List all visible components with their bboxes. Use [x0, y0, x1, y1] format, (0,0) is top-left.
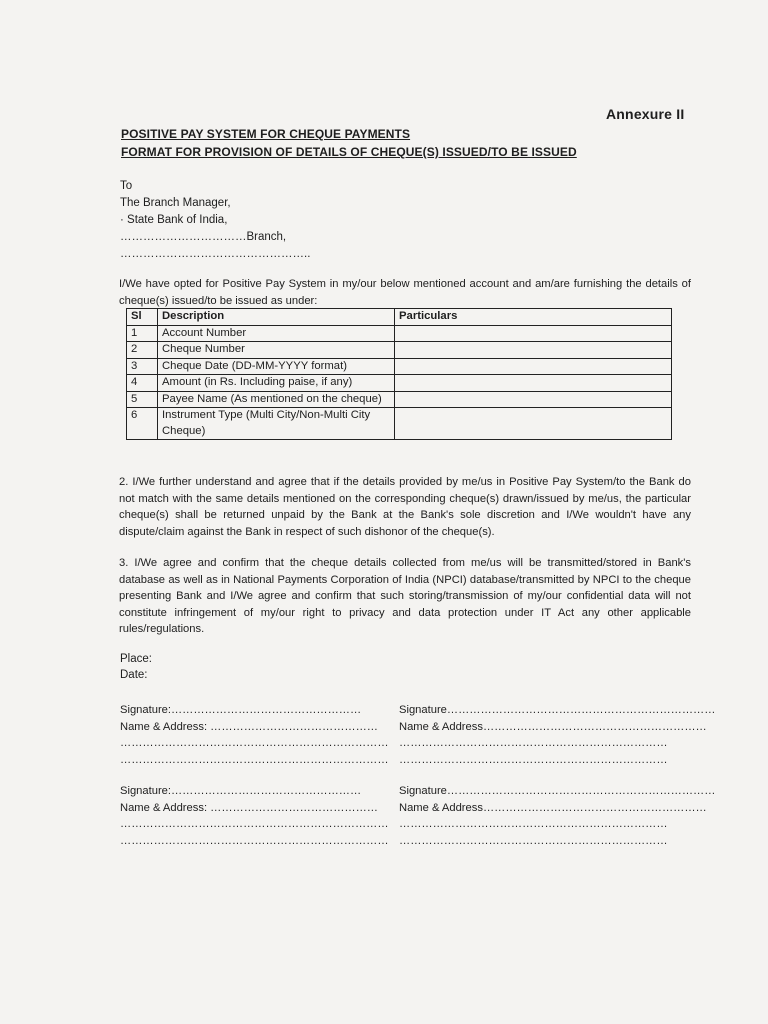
row-description: Payee Name (As mentioned on the cheque) — [158, 391, 395, 408]
address-to: To — [120, 180, 133, 192]
table-row — [127, 408, 672, 440]
name-address-field: Name & Address…………………………………………………… — [399, 720, 707, 733]
signature-block-2 — [399, 702, 715, 768]
address-block — [120, 178, 310, 263]
signature-field: Signature:…………………………………………… — [120, 785, 362, 797]
name-address-field: Name & Address: ……………………………………… — [120, 801, 378, 814]
row-particulars-field[interactable] — [395, 408, 672, 440]
row-particulars-field[interactable] — [395, 375, 672, 392]
table-row — [127, 325, 672, 342]
row-sl: 2 — [127, 342, 158, 359]
table-header-row — [127, 309, 672, 326]
row-sl: 6 — [127, 408, 158, 440]
address-line: ……………………………………………………………… — [120, 818, 389, 830]
row-description: Cheque Date (DD-MM-YYYY format) — [158, 358, 395, 375]
row-description: Instrument Type (Multi City/Non-Multi City Cheque) — [158, 408, 395, 440]
row-sl: 1 — [127, 325, 158, 342]
header-description: Description — [158, 309, 395, 326]
place-label: Place: — [120, 653, 152, 665]
row-sl: 4 — [127, 375, 158, 392]
cheque-details-table — [126, 308, 672, 440]
address-bank: · State Bank of India, — [120, 214, 228, 226]
address-blank-line: ………………………………………….. — [120, 248, 311, 260]
address-line: ……………………………………………………………… — [120, 834, 389, 847]
row-description: Cheque Number — [158, 342, 395, 359]
signature-block-3 — [120, 783, 389, 849]
name-address-field: Name & Address: ……………………………………… — [120, 720, 378, 733]
address-branch-field: ……………………………Branch, — [120, 231, 287, 243]
clause-3-paragraph: 3. I/We agree and confirm that the cheque details collected from me/us will be transmitted/stored in Bank's database as well as in National Payments Corporation of India (NPCI) database/transmitted by NPCI to the cheque presenting Bank and I/We agree and confirm that such storing/transmission of my/our confidential data will not constitute infringement of my/our right to privacy and data protection under IT Act any other applicable rules/regulations. — [119, 557, 691, 635]
row-description: Account Number — [158, 325, 395, 342]
address-line: ……………………………………………………………… — [399, 737, 668, 749]
date-label: Date: — [120, 669, 148, 681]
address-line: ……………………………………………………………… — [399, 818, 668, 830]
signature-block-1 — [120, 702, 389, 768]
address-line: ……………………………………………………………… — [120, 753, 389, 766]
row-particulars-field[interactable] — [395, 358, 672, 375]
row-sl: 3 — [127, 358, 158, 375]
annexure-label: Annexure II — [606, 106, 685, 122]
row-particulars-field[interactable] — [395, 391, 672, 408]
table-row — [127, 342, 672, 359]
table-row — [127, 391, 672, 408]
row-particulars-field[interactable] — [395, 342, 672, 359]
signature-field: Signature:…………………………………………… — [120, 704, 362, 716]
signature-block-4 — [399, 783, 715, 849]
address-line: ……………………………………………………………… — [399, 834, 668, 847]
signature-field: Signature……………………………………………………………… — [399, 785, 716, 797]
row-particulars-field[interactable] — [395, 325, 672, 342]
header-particulars: Particulars — [395, 309, 672, 326]
row-sl: 5 — [127, 391, 158, 408]
signature-field: Signature……………………………………………………………… — [399, 704, 716, 716]
clause-2-paragraph: 2. I/We further understand and agree that if the details provided by me/us in Positive Pay System/to the Bank do not match with the same details mentioned on the corresponding cheque(s) drawn/issued by me/us, the particular cheque(s) shall be returned unpaid by the Bank at the Bank's sole discretion and I/We wouldn't have any dispute/claim against the Bank in respect of such dishonor of the cheque(s). — [119, 476, 691, 538]
address-line: ……………………………………………………………… — [120, 737, 389, 749]
address-recipient: The Branch Manager, — [120, 197, 231, 209]
table-row — [127, 358, 672, 375]
intro-paragraph: I/We have opted for Positive Pay System in my/our below mentioned account and am/are furnishing the details of cheque(s) issued/to be issued as under: — [119, 278, 691, 307]
address-line: ……………………………………………………………… — [399, 753, 668, 766]
header-sl: Sl — [127, 309, 158, 326]
row-description: Amount (in Rs. Including paise, if any) — [158, 375, 395, 392]
form-title: POSITIVE PAY SYSTEM FOR CHEQUE PAYMENTS — [121, 127, 411, 141]
table-row — [127, 375, 672, 392]
form-subtitle: FORMAT FOR PROVISION OF DETAILS OF CHEQUE(S) ISSUED/TO BE ISSUED — [121, 145, 577, 159]
name-address-field: Name & Address…………………………………………………… — [399, 801, 707, 814]
